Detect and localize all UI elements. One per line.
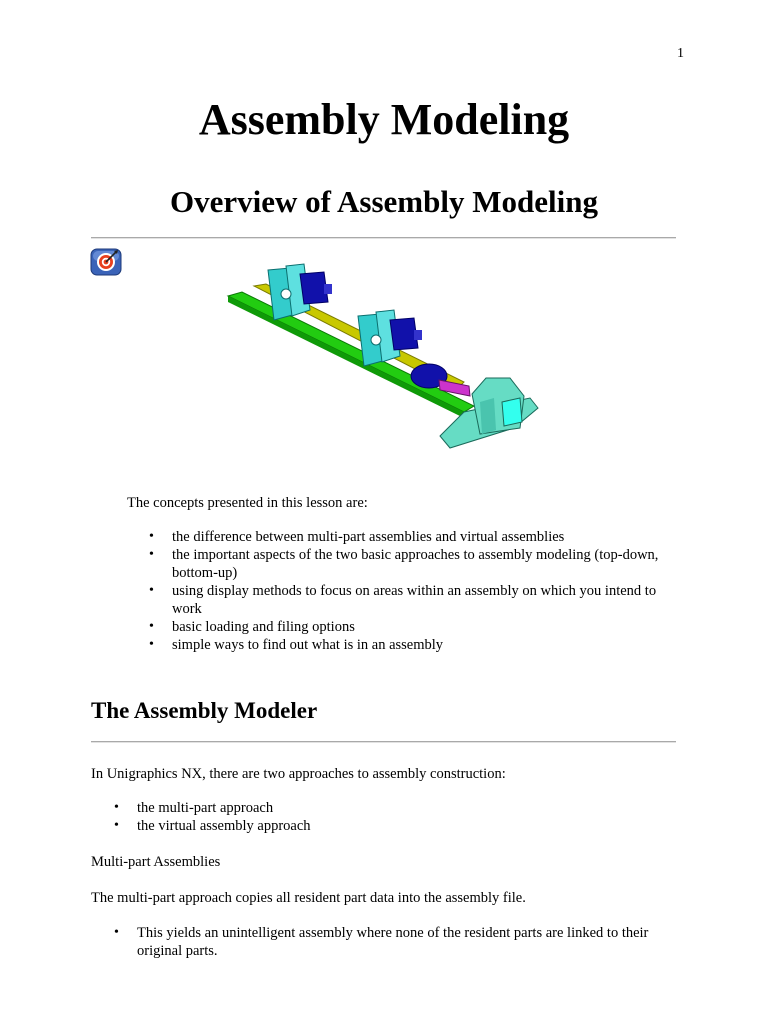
page-number: 1	[677, 46, 684, 61]
overview-heading: Overview of Assembly Modeling	[170, 184, 598, 219]
approaches-intro: In Unigraphics NX, there are two approaches to assembly construction:	[91, 766, 506, 782]
document-title: Assembly Modeling	[198, 95, 570, 144]
list-item: • using display methods to focus on areas within an assembly on which you intend to work	[149, 582, 679, 618]
concepts-intro: The concepts presented in this lesson are:	[127, 495, 368, 511]
approaches-list	[114, 799, 674, 835]
list-item: • the virtual assembly approach	[114, 817, 674, 835]
multipart-list	[114, 924, 674, 960]
list-item: • the multi-part approach	[114, 799, 674, 817]
horizontal-rule	[91, 237, 676, 239]
assembly-model-image	[224, 262, 542, 454]
concepts-list	[149, 528, 679, 654]
list-item: • basic loading and filing options	[149, 618, 679, 636]
list-item: • the important aspects of the two basic approaches to assembly modeling (top-down, bottom-up)	[149, 546, 679, 582]
list-item: • This yields an unintelligent assembly where none of the resident parts are linked to their original parts.	[114, 924, 674, 960]
horizontal-rule	[91, 741, 676, 743]
list-item: • the difference between multi-part assemblies and virtual assemblies	[149, 528, 679, 546]
target-icon	[90, 248, 122, 276]
multipart-description: The multi-part approach copies all resident part data into the assembly file.	[91, 890, 526, 906]
assembly-modeler-heading: The Assembly Modeler	[91, 698, 318, 723]
list-item: • simple ways to find out what is in an assembly	[149, 636, 679, 654]
multipart-subheading: Multi-part Assemblies	[91, 854, 221, 870]
